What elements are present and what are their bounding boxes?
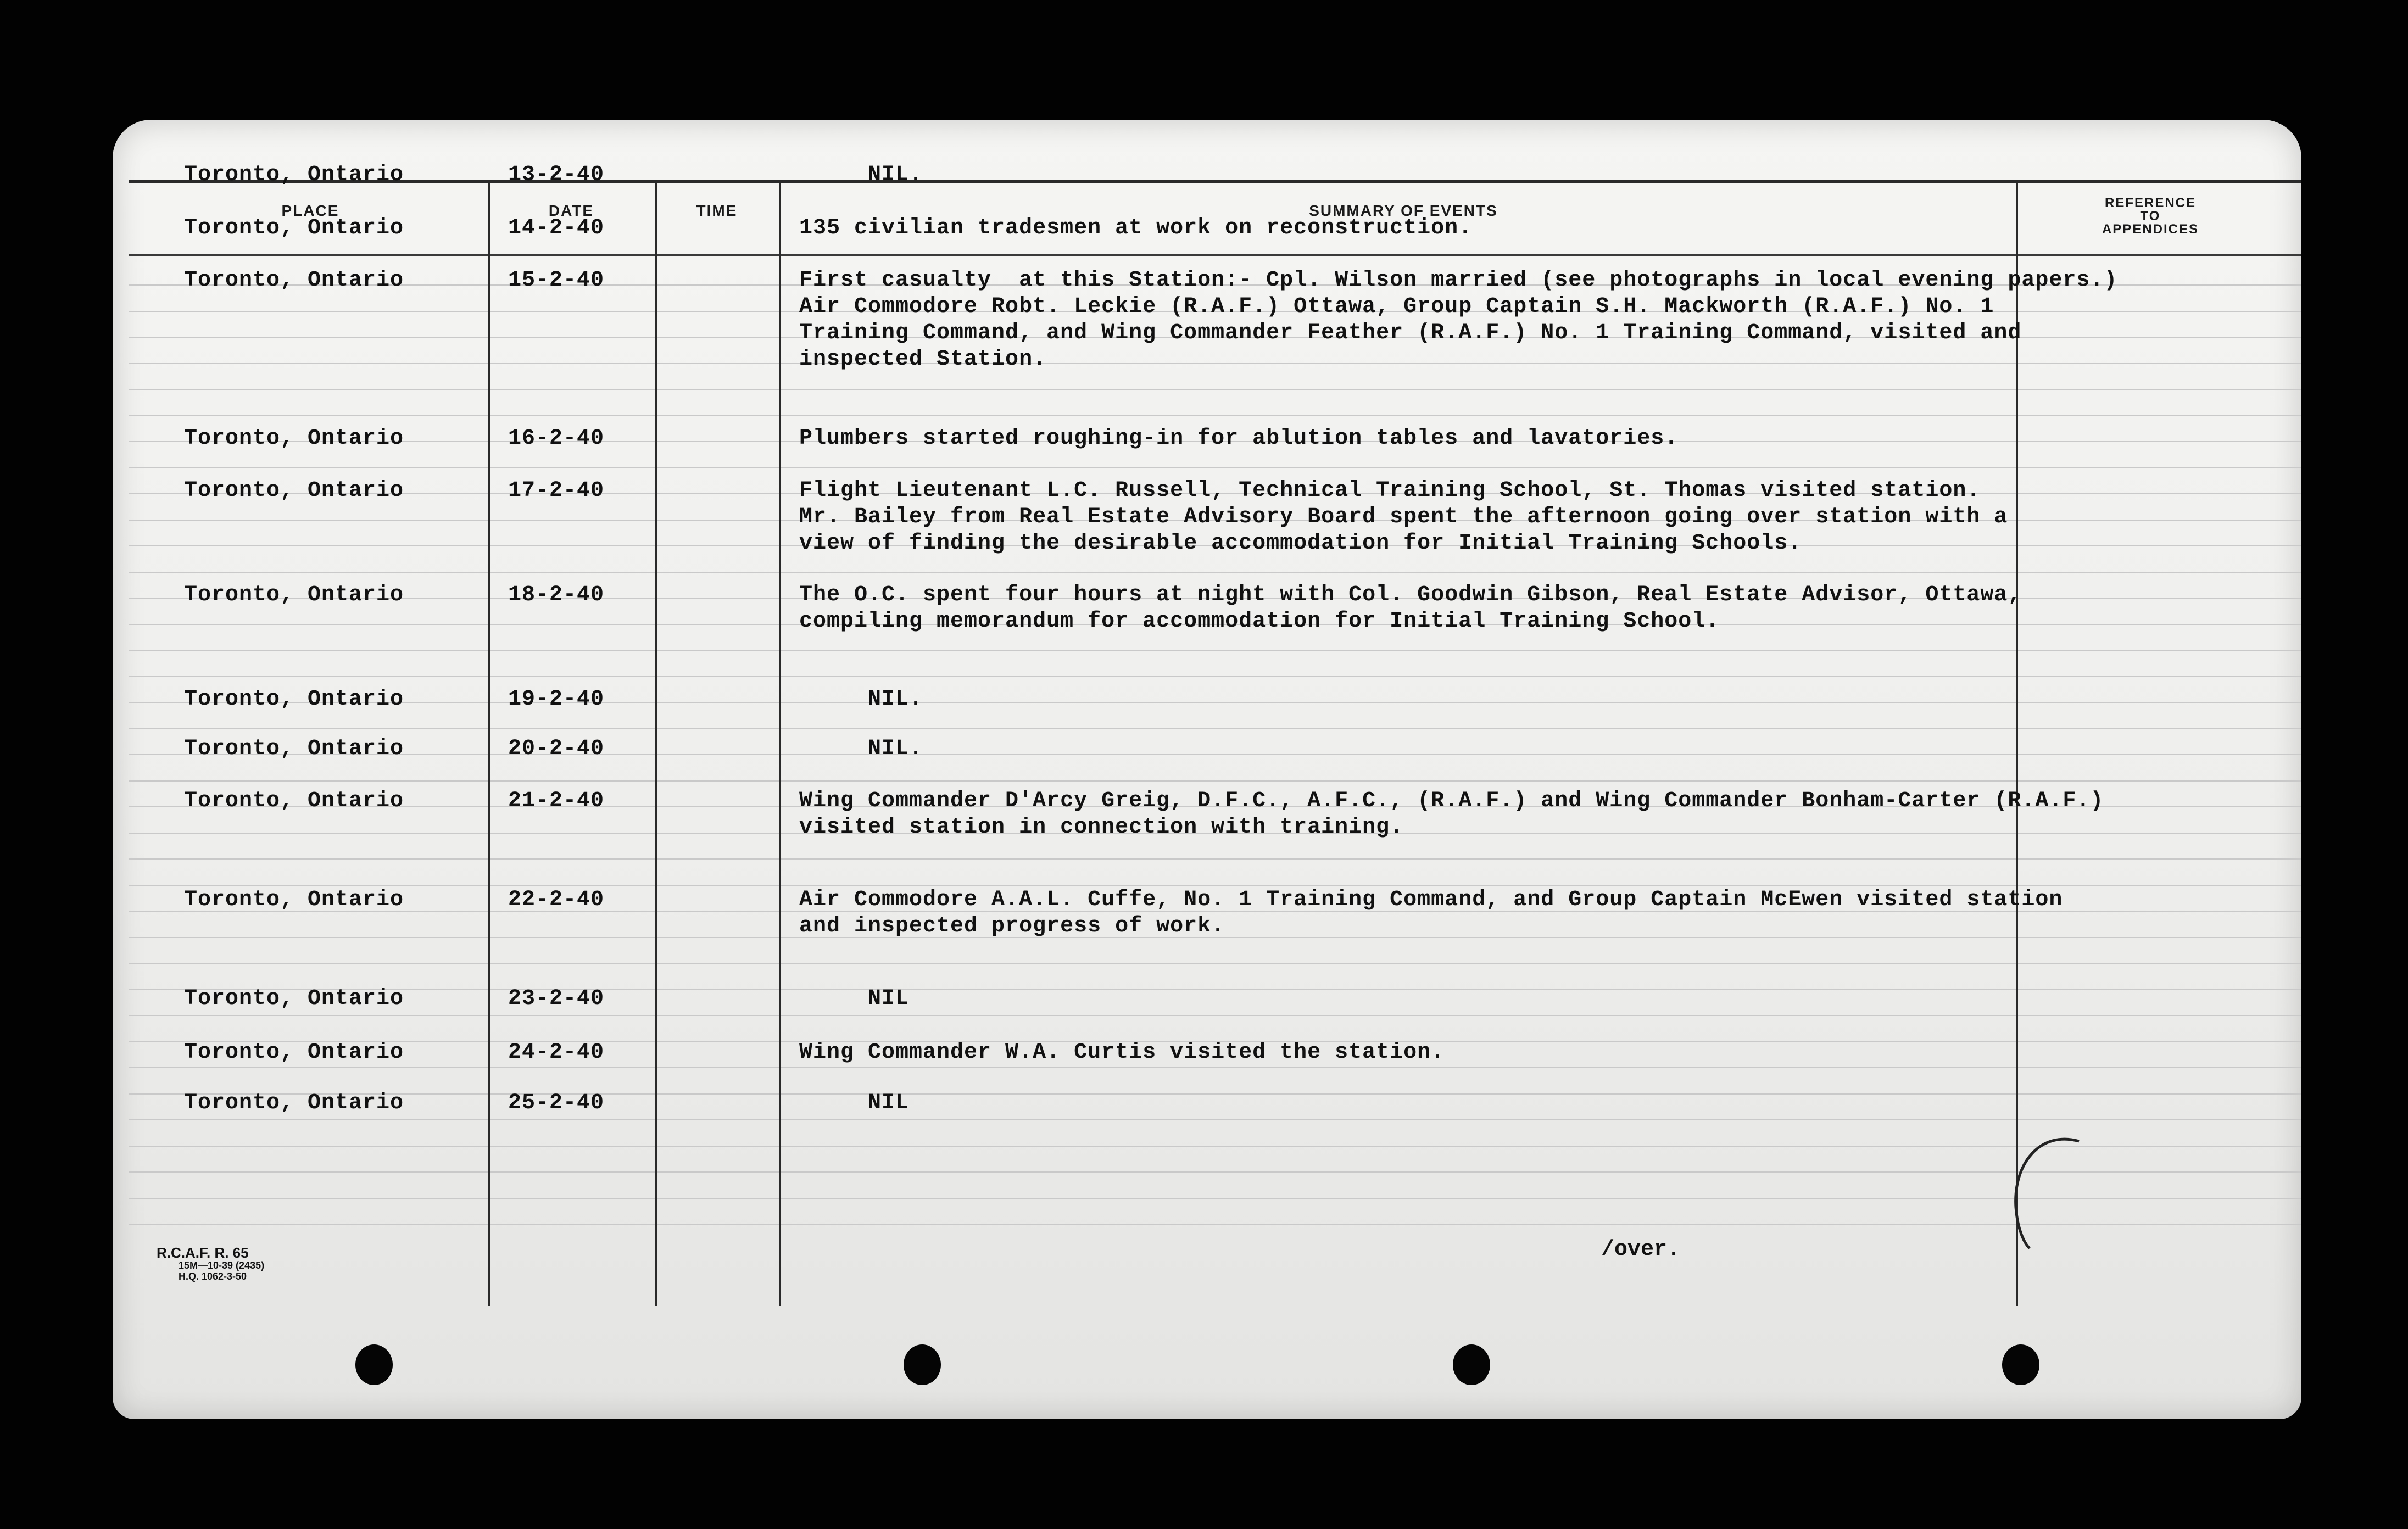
handwritten-bracket-mark [1997,1130,2090,1251]
header-reference-line2: TO [2140,209,2161,224]
ruled-line [129,989,2301,990]
entry-summary: NIL [799,1091,910,1115]
entry-date: 20-2-40 [508,736,605,761]
ruled-line [129,728,2301,729]
column-divider-time-summary [779,180,781,1306]
header-place: PLACE [281,202,339,219]
ruled-line [129,1015,2301,1016]
entry-date: 19-2-40 [508,687,605,712]
form-identifier [157,1246,264,1282]
ruled-line [129,415,2301,416]
header-summary-of-events: SUMMARY OF EVENTS [1309,202,1498,219]
header-reference-line3: APPENDICES [2102,222,2199,237]
entry-date: 21-2-40 [508,789,605,813]
punch-hole [2002,1344,2039,1385]
entry-place: Toronto, Ontario [184,1091,404,1115]
ruled-line [129,780,2301,782]
entry-summary: Wing Commander W.A. Curtis visited the station. [799,1040,1445,1065]
header-reference-to-appendices [2063,197,2238,236]
entry-summary: 135 civilian tradesmen at work on reconstruction. [799,216,1473,241]
punch-hole [904,1344,941,1385]
entry-summary: First casualty at this Station:- Cpl. Wilson married (see photographs in local evening papers.) Air Commodore Robt. Leckie (R.A.F.) Ottawa, Group Captain S.H. Mackworth (R.A.F.) No. 1 Training Command, and Wing Commander Feather (R.A.F.) No. 1 Training Command, visited and inspected Station. [799,268,2118,372]
column-divider-place-date [488,180,490,1306]
header-time: TIME [696,202,738,219]
entry-summary: NIL. [799,687,923,712]
ruled-line [129,1146,2301,1147]
entry-summary: Air Commodore A.A.L. Cuffe, No. 1 Training Command, and Group Captain McEwen visited station and inspected progress of work. [799,888,2063,939]
entry-place: Toronto, Ontario [184,789,404,813]
ruled-line [129,858,2301,860]
punch-hole [355,1344,393,1385]
header-top-rule [129,180,2301,183]
header-bottom-rule [129,254,2301,256]
ruled-line [129,1198,2301,1199]
entry-date: 17-2-40 [508,478,605,503]
entry-summary: NIL. [799,736,923,761]
entry-summary: Plumbers started roughing-in for ablution tables and lavatories. [799,426,1679,451]
column-divider-date-time [655,180,657,1306]
entry-summary: Wing Commander D'Arcy Greig, D.F.C., A.F.C., (R.A.F.) and Wing Commander Bonham-Carter (R.A.F.) visited station in connection with training. [799,789,2104,840]
entry-date: 24-2-40 [508,1040,605,1065]
war-diary-form-card [113,120,2301,1419]
print-code-line1: 15M—10-39 (2435) [179,1260,265,1271]
form-number: R.C.A.F. R. 65 [157,1245,249,1261]
entry-place: Toronto, Ontario [184,687,404,712]
entry-place: Toronto, Ontario [184,583,404,607]
ruled-line [129,467,2301,468]
ruled-line [129,1224,2301,1225]
entry-place: Toronto, Ontario [184,1040,404,1065]
header-date: DATE [548,202,594,219]
entry-date: 25-2-40 [508,1091,605,1115]
entry-date: 22-2-40 [508,888,605,912]
entry-date: 18-2-40 [508,583,605,607]
entry-date: 13-2-40 [508,163,605,187]
over-note: /over. [1601,1237,1681,1262]
entry-place: Toronto, Ontario [184,163,404,187]
entry-place: Toronto, Ontario [184,268,404,293]
entry-date: 14-2-40 [508,216,605,241]
entry-place: Toronto, Ontario [184,986,404,1011]
ruled-line [129,885,2301,886]
ruled-line [129,389,2301,390]
ruled-line [129,650,2301,651]
entry-place: Toronto, Ontario [184,478,404,503]
ruled-line [129,1093,2301,1095]
entry-place: Toronto, Ontario [184,426,404,451]
entry-summary: NIL [799,986,910,1011]
entry-place: Toronto, Ontario [184,736,404,761]
entry-date: 16-2-40 [508,426,605,451]
ruled-line [129,1067,2301,1068]
entry-date: 15-2-40 [508,268,605,293]
ruled-line [129,963,2301,964]
entry-date: 23-2-40 [508,986,605,1011]
print-code-line2: H.Q. 1062-3-50 [179,1271,247,1282]
entry-place: Toronto, Ontario [184,888,404,912]
entry-summary: The O.C. spent four hours at night with Col. Goodwin Gibson, Real Estate Advisor, Ottawa, compiling memorandum for accommodation for Initial Training School. [799,583,2022,634]
entry-summary: Flight Lieutenant L.C. Russell, Technical Training School, St. Thomas visited station. Mr. Bailey from Real Estate Advisory Board spent the afternoon going over station with a view of finding the desirable accommodation for Initial Training Schools. [799,478,2008,556]
entry-summary: NIL. [799,163,923,187]
entry-place: Toronto, Ontario [184,216,404,241]
ruled-line [129,572,2301,573]
ruled-line [129,702,2301,703]
ruled-line [129,676,2301,677]
ruled-line [129,754,2301,755]
ruled-line [129,1119,2301,1120]
punch-hole [1453,1344,1490,1385]
header-reference-line1: REFERENCE [2104,196,2197,210]
ruled-line [129,1171,2301,1173]
